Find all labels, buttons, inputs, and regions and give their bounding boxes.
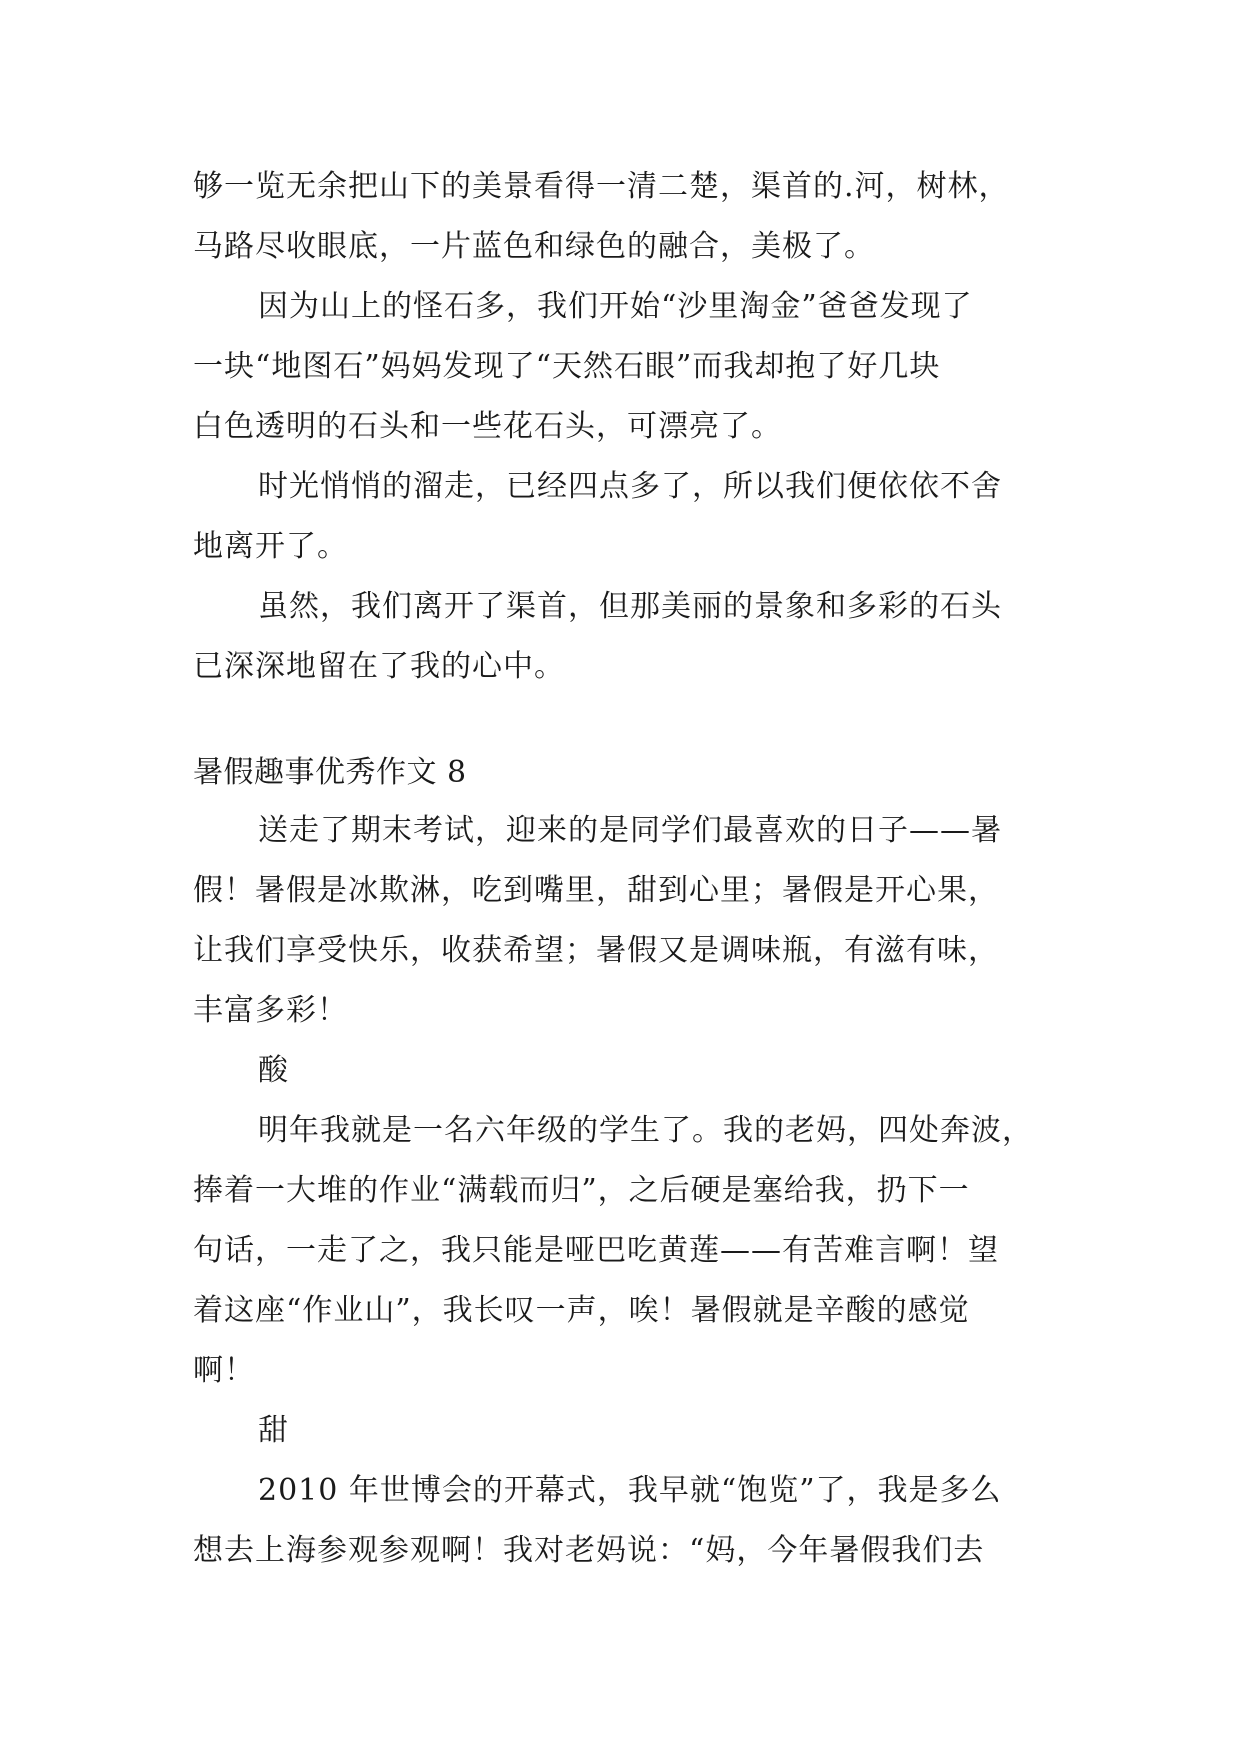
text-line: 够一览无余把山下的美景看得一清二楚，渠首的.河，树林， <box>193 169 1010 204</box>
text-line: 明年我就是一名六年级的学生了。我的老妈，四处奔波， <box>258 1113 1033 1148</box>
text-line: 一块“地图石”妈妈发现了“天然石眼”而我却抱了好几块 <box>193 349 941 384</box>
text-line: 时光悄悄的溜走，已经四点多了，所以我们便依依不舍 <box>258 469 1002 504</box>
text-line: 送走了期末考试，迎来的是同学们最喜欢的日子——暑 <box>258 813 1002 848</box>
text-line: 着这座“作业山”，我长叹一声，唉！暑假就是辛酸的感觉 <box>193 1293 970 1328</box>
text-line: 地离开了。 <box>193 529 348 564</box>
subheading-sour: 酸 <box>258 1053 289 1088</box>
section-heading: 暑假趣事优秀作文 8 <box>193 755 467 790</box>
text-line: 让我们享受快乐，收获希望；暑假又是调味瓶，有滋有味， <box>193 933 999 968</box>
text-line: 已深深地留在了我的心中。 <box>193 649 565 684</box>
text-line: 句话，一走了之，我只能是哑巴吃黄莲——有苦难言啊！望 <box>193 1233 999 1268</box>
text-line: 假！暑假是冰欺淋，吃到嘴里，甜到心里；暑假是开心果， <box>193 873 999 908</box>
text-line: 想去上海参观参观啊！我对老妈说：“妈，今年暑假我们去 <box>193 1533 985 1568</box>
subheading-sweet: 甜 <box>258 1413 289 1448</box>
text-line: 白色透明的石头和一些花石头，可漂亮了。 <box>193 409 782 444</box>
text-line: 2010 年世博会的开幕式，我早就“饱览”了，我是多么 <box>258 1473 1002 1508</box>
text-line: 啊！ <box>193 1353 255 1388</box>
text-line: 丰富多彩！ <box>193 993 348 1028</box>
text-line: 因为山上的怪石多，我们开始“沙里淘金”爸爸发现了 <box>258 289 973 324</box>
text-line: 虽然，我们离开了渠首，但那美丽的景象和多彩的石头 <box>258 589 1002 624</box>
text-line: 捧着一大堆的作业“满载而归”，之后硬是塞给我，扔下一 <box>193 1173 970 1208</box>
text-line: 马路尽收眼底，一片蓝色和绿色的融合，美极了。 <box>193 229 875 264</box>
